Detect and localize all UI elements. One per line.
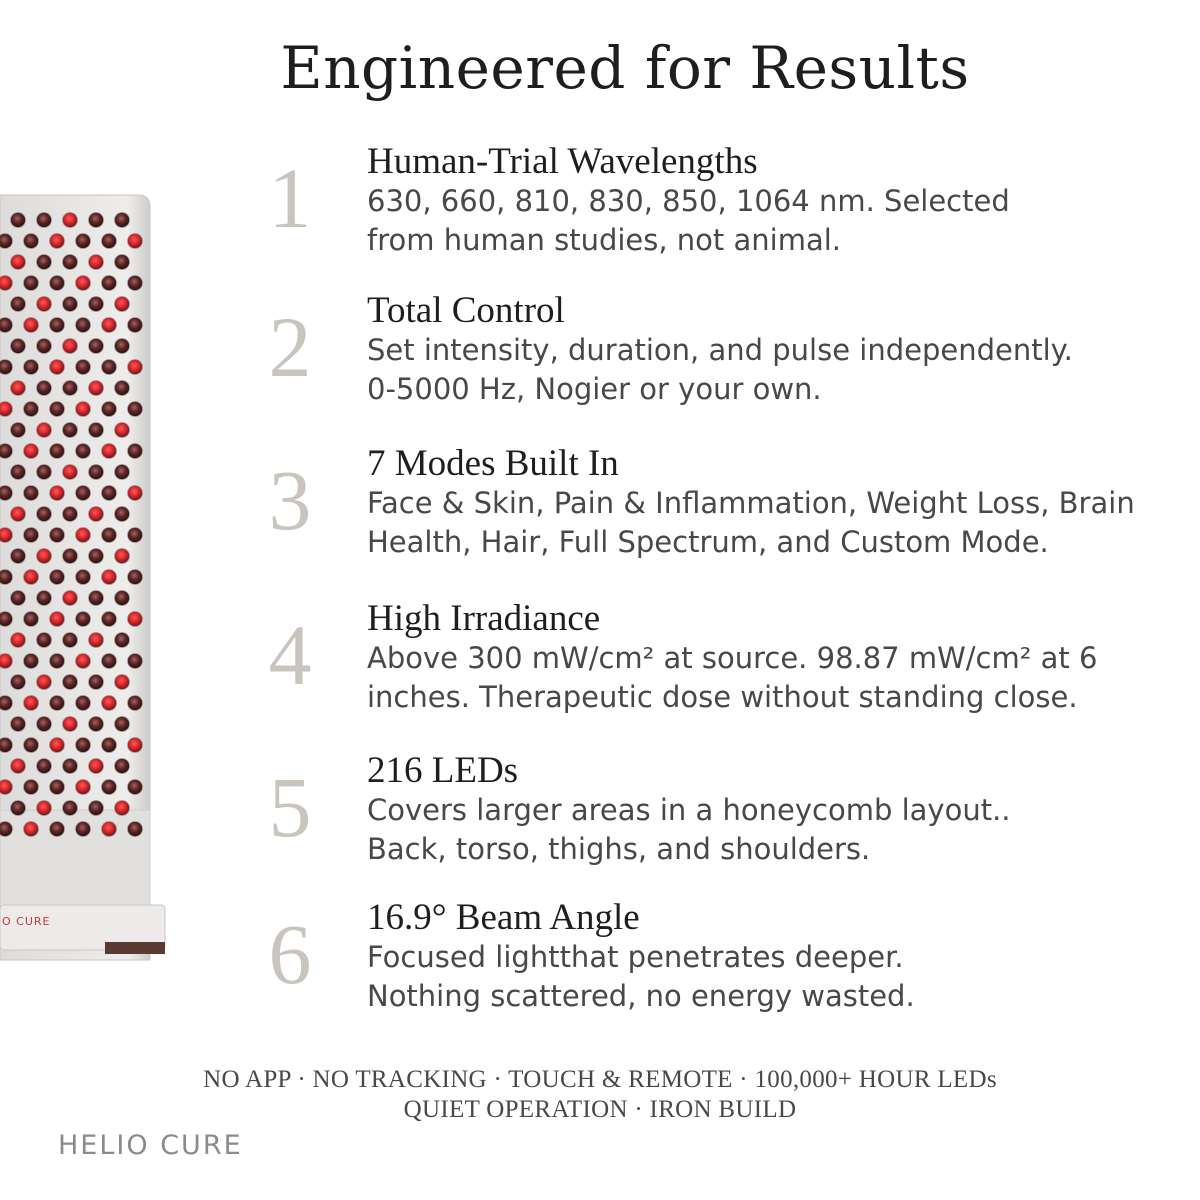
led-light: [89, 675, 104, 690]
led-light: [102, 402, 117, 417]
led-light: [115, 297, 130, 312]
led-light: [24, 402, 39, 417]
led-light: [11, 633, 26, 648]
led-light: [63, 255, 78, 270]
led-light: [76, 402, 91, 417]
led-light: [102, 612, 117, 627]
led-light: [76, 360, 91, 375]
led-light: [115, 465, 130, 480]
led-light: [76, 696, 91, 711]
led-light: [11, 801, 26, 816]
led-light: [115, 339, 130, 354]
led-light: [76, 780, 91, 795]
led-light: [37, 255, 52, 270]
led-light: [24, 528, 39, 543]
feature-number: 3: [268, 452, 312, 548]
led-light: [89, 591, 104, 606]
led-light: [0, 318, 13, 333]
led-light: [0, 822, 13, 837]
led-light: [115, 213, 130, 228]
led-light: [76, 318, 91, 333]
feature-description: [367, 484, 1197, 562]
feature-1: [250, 142, 1195, 272]
led-light: [63, 717, 78, 732]
led-light: [63, 213, 78, 228]
led-light: [24, 444, 39, 459]
led-light: [102, 276, 117, 291]
led-light: [115, 381, 130, 396]
led-light: [0, 612, 13, 627]
led-light: [11, 759, 26, 774]
led-light: [76, 528, 91, 543]
led-light: [89, 465, 104, 480]
led-light: [89, 423, 104, 438]
led-light: [0, 570, 13, 585]
feature-description-line: from human studies, not animal.: [367, 223, 842, 257]
led-light: [50, 402, 65, 417]
led-light: [11, 507, 26, 522]
led-light: [0, 234, 13, 249]
feature-heading: Human-Trial Wavelengths: [367, 141, 758, 182]
page-title: Engineered for Results: [280, 34, 970, 102]
led-light: [0, 276, 13, 291]
led-light: [37, 549, 52, 564]
led-light: [50, 696, 65, 711]
feature-description-line: Back, torso, thighs, and shoulders.: [367, 832, 871, 866]
footer-tagline-line-1: NO APP · NO TRACKING · TOUCH & REMOTE · 100,000+ HOUR LEDs: [203, 1066, 997, 1093]
led-light: [102, 528, 117, 543]
led-light: [76, 276, 91, 291]
led-light: [11, 255, 26, 270]
led-light: [76, 486, 91, 501]
led-light: [89, 801, 104, 816]
led-light: [89, 297, 104, 312]
led-light: [24, 234, 39, 249]
led-light: [24, 612, 39, 627]
led-light: [76, 570, 91, 585]
led-light: [0, 528, 13, 543]
led-light: [115, 423, 130, 438]
led-light: [89, 717, 104, 732]
led-light: [89, 213, 104, 228]
led-light: [63, 465, 78, 480]
footer-tagline-line-2: QUIET OPERATION · IRON BUILD: [403, 1096, 797, 1123]
led-light: [63, 759, 78, 774]
led-light: [11, 591, 26, 606]
led-light: [24, 738, 39, 753]
led-light: [24, 654, 39, 669]
led-light: [37, 591, 52, 606]
led-light: [11, 549, 26, 564]
led-light: [63, 339, 78, 354]
feature-number: 1: [268, 150, 312, 246]
led-light: [63, 297, 78, 312]
led-light: [128, 444, 143, 459]
led-light: [24, 780, 39, 795]
led-light: [128, 780, 143, 795]
device-image: [0, 190, 170, 970]
led-light: [50, 276, 65, 291]
brand-logo: HELIO CURE: [58, 1130, 243, 1161]
led-light: [102, 318, 117, 333]
feature-heading: 16.9° Beam Angle: [367, 897, 640, 938]
feature-heading: 216 LEDs: [367, 750, 519, 791]
led-light: [11, 297, 26, 312]
led-light: [11, 717, 26, 732]
feature-3: [250, 444, 1195, 574]
feature-number: 5: [268, 759, 312, 855]
led-light: [0, 402, 13, 417]
feature-5: [250, 751, 1195, 881]
feature-description-line: Above 300 mW/cm² at source. 98.87 mW/cm² at 6: [367, 641, 1098, 675]
feature-number: 2: [268, 299, 312, 395]
led-light: [89, 381, 104, 396]
feature-description: [367, 182, 1197, 260]
device-base-label: O CURE: [2, 915, 51, 928]
feature-number: 4: [268, 607, 312, 703]
feature-heading: High Irradiance: [367, 598, 601, 639]
feature-description-line: 0-5000 Hz, Nogier or your own.: [367, 372, 822, 406]
feature-description: [367, 938, 1197, 1016]
led-light: [0, 780, 13, 795]
feature-description-line: Set intensity, duration, and pulse independently.: [367, 333, 1073, 367]
led-light: [24, 486, 39, 501]
led-light: [63, 591, 78, 606]
led-light: [50, 234, 65, 249]
feature-heading: 7 Modes Built In: [367, 443, 619, 484]
feature-description-line: 630, 660, 810, 830, 850, 1064 nm. Selected: [367, 184, 1010, 218]
led-light: [102, 444, 117, 459]
feature-6: [250, 898, 1195, 1028]
led-light: [89, 759, 104, 774]
led-light: [37, 717, 52, 732]
led-light: [128, 276, 143, 291]
feature-description-line: inches. Therapeutic dose without standing close.: [367, 680, 1078, 714]
led-light: [128, 570, 143, 585]
led-light: [37, 213, 52, 228]
led-light: [128, 234, 143, 249]
feature-description-line: Covers larger areas in a honeycomb layout..: [367, 793, 1011, 827]
led-light: [115, 633, 130, 648]
led-light: [76, 234, 91, 249]
led-light: [128, 318, 143, 333]
feature-heading: Total Control: [367, 290, 565, 331]
led-light: [76, 654, 91, 669]
led-light: [128, 402, 143, 417]
led-light: [63, 633, 78, 648]
led-light: [0, 696, 13, 711]
led-light: [89, 507, 104, 522]
led-light: [102, 654, 117, 669]
feature-description: [367, 639, 1197, 717]
led-light: [63, 801, 78, 816]
led-light: [115, 507, 130, 522]
feature-4: [250, 599, 1195, 729]
led-light: [50, 822, 65, 837]
led-light: [76, 822, 91, 837]
led-light: [115, 591, 130, 606]
feature-description-line: Health, Hair, Full Spectrum, and Custom Mode.: [367, 525, 1049, 559]
led-light: [24, 318, 39, 333]
led-light: [102, 486, 117, 501]
led-light: [11, 213, 26, 228]
led-light: [89, 633, 104, 648]
led-light: [0, 486, 13, 501]
led-light: [50, 444, 65, 459]
led-light: [0, 654, 13, 669]
led-light: [50, 486, 65, 501]
led-light: [50, 612, 65, 627]
led-light: [24, 570, 39, 585]
device-lower-bracket: [0, 810, 150, 920]
led-light: [102, 570, 117, 585]
led-light: [102, 360, 117, 375]
led-light: [11, 465, 26, 480]
led-light: [50, 654, 65, 669]
led-light: [63, 381, 78, 396]
led-light: [37, 381, 52, 396]
led-light: [102, 780, 117, 795]
led-light: [37, 297, 52, 312]
led-light: [11, 675, 26, 690]
led-light: [128, 528, 143, 543]
led-light: [76, 444, 91, 459]
led-light: [37, 339, 52, 354]
led-light: [37, 801, 52, 816]
led-light: [89, 549, 104, 564]
led-light: [115, 801, 130, 816]
feature-description: [367, 331, 1197, 409]
led-light: [115, 675, 130, 690]
feature-number: 6: [268, 906, 312, 1002]
led-light: [102, 696, 117, 711]
led-light: [128, 696, 143, 711]
led-light: [115, 549, 130, 564]
feature-2: [250, 291, 1195, 421]
feature-description-line: Focused lightthat penetrates deeper.: [367, 940, 904, 974]
led-light: [115, 717, 130, 732]
led-light: [37, 465, 52, 480]
led-light: [76, 612, 91, 627]
led-light: [50, 780, 65, 795]
led-light: [63, 549, 78, 564]
device-base-foot: [105, 942, 165, 954]
led-light: [37, 759, 52, 774]
led-light: [50, 528, 65, 543]
led-light: [0, 360, 13, 375]
led-light: [37, 423, 52, 438]
led-light: [50, 570, 65, 585]
feature-description-line: Face & Skin, Pain & Inflammation, Weight Loss, Brain: [367, 486, 1135, 520]
led-light: [89, 339, 104, 354]
led-light: [24, 360, 39, 375]
led-light: [115, 255, 130, 270]
led-light: [76, 738, 91, 753]
led-light: [128, 654, 143, 669]
led-light: [50, 360, 65, 375]
led-light: [63, 507, 78, 522]
led-light: [11, 381, 26, 396]
led-light: [24, 696, 39, 711]
led-light: [102, 822, 117, 837]
led-light: [102, 738, 117, 753]
feature-description: [367, 791, 1197, 869]
led-light: [115, 759, 130, 774]
led-light: [63, 675, 78, 690]
led-light: [128, 360, 143, 375]
led-light: [24, 276, 39, 291]
led-light: [24, 822, 39, 837]
led-light: [128, 738, 143, 753]
led-light: [63, 423, 78, 438]
led-light: [11, 339, 26, 354]
led-light: [11, 423, 26, 438]
red-light-panel-device: [0, 190, 170, 970]
led-light: [128, 486, 143, 501]
led-light: [102, 234, 117, 249]
led-light: [50, 318, 65, 333]
led-light: [0, 444, 13, 459]
led-light: [89, 255, 104, 270]
led-light: [128, 612, 143, 627]
led-light: [0, 738, 13, 753]
led-light: [128, 822, 143, 837]
led-light: [50, 738, 65, 753]
feature-description-line: Nothing scattered, no energy wasted.: [367, 979, 915, 1013]
led-light: [37, 507, 52, 522]
led-light: [37, 675, 52, 690]
led-light: [37, 633, 52, 648]
